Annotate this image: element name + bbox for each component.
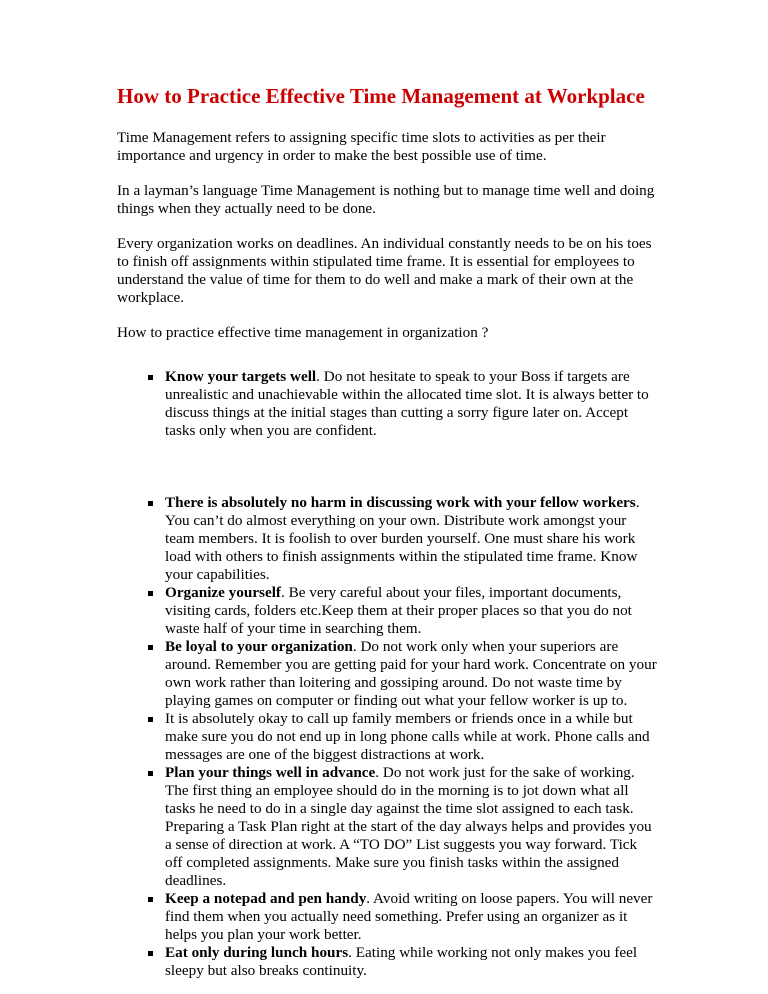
intro-paragraph-definition: Time Management refers to assigning specific time slots to activities as per their importance and urgency in order to make the best possible use of time. <box>117 129 606 164</box>
tip-lead: Eat only during lunch hours <box>165 944 349 961</box>
tip-text: . Do not work only when your superiors are around. Remember you are getting paid for your hard work. Concentrate on your own work rather than loitering and gossiping around. Do not waste time by playing games on computer or finding out what your fellow worker is up to. <box>165 638 657 709</box>
tip-lead: Know your targets well <box>165 368 317 385</box>
tip-text: . Do not hesitate to speak to your Boss if targets are unrealistic and unachievable within the allocated time slot. It is always better to discuss things at the initial stages than cutting a sorry figure later on. Accept tasks only when you are confident. <box>165 368 649 439</box>
tip-text: . Eating while working not only makes you feel sleepy but also breaks continuity. <box>165 944 638 979</box>
bullet-icon <box>148 645 153 650</box>
bullet-icon <box>148 897 153 902</box>
list-item <box>117 494 657 584</box>
tips-list <box>117 368 657 980</box>
page-title: How to Practice Effective Time Management at Workplace <box>117 84 645 108</box>
tip-lead: Keep a notepad and pen handy <box>165 890 367 907</box>
section-question: How to practice effective time management in organization ? <box>117 324 489 341</box>
list-item <box>117 944 657 980</box>
tip-text: . Do not work just for the sake of working. The first thing an employee should do in the morning is to jot down what all tasks he need to do in a single day against the time slot assigned to each task. Preparing a Task Plan right at the start of the day always helps and provides you a sense of direction at work. A “TO DO” List suggests you way forward. Tick off completed assignments. Make sure you finish tasks within the assigned deadlines. <box>165 764 652 889</box>
bullet-icon <box>148 771 153 776</box>
tip-lead: There is absolutely no harm in discussing work with your fellow workers <box>165 494 636 511</box>
tip-text: . Be very careful about your files, important documents, visiting cards, folders etc.Keep them at their proper places so that you do not waste half of your time in searching them. <box>165 584 632 637</box>
tip-text: . Avoid writing on loose papers. You will never find them when you actually need something. Prefer using an organizer as it helps you plan your work better. <box>165 890 653 943</box>
tip-lead: Organize yourself <box>165 584 281 601</box>
tip-text: . You can’t do almost everything on your own. Distribute work amongst your team members. It is foolish to over burden yourself. One must share his work load with others to finish assignments within the stipulated time frame. Know your capabilities. <box>165 494 640 583</box>
list-item <box>117 584 657 638</box>
list-item <box>117 890 657 944</box>
tip-lead: Be loyal to your organization <box>165 638 353 655</box>
list-item <box>117 710 657 764</box>
list-item <box>117 764 657 890</box>
intro-paragraph-deadlines: Every organization works on deadlines. An individual constantly needs to be on his toes to finish off assignments within stipulated time frame. It is essential for employees to understand the value of time for them to do well and make a mark of their own at the workplace. <box>117 235 652 306</box>
list-item <box>117 638 657 710</box>
list-item <box>117 368 657 440</box>
bullet-icon <box>148 951 153 956</box>
bullet-icon <box>148 501 153 506</box>
bullet-icon <box>148 717 153 722</box>
bullet-icon <box>148 375 153 380</box>
intro-paragraph-layman: In a layman’s language Time Management is nothing but to manage time well and doing things when they actually need to be done. <box>117 182 655 217</box>
document-page <box>117 83 657 980</box>
tip-text: It is absolutely okay to call up family members or friends once in a while but make sure you do not end up in long phone calls while at work. Phone calls and messages are one of the biggest distractions at work. <box>165 710 650 763</box>
bullet-icon <box>148 591 153 596</box>
tip-lead: Plan your things well in advance <box>165 764 376 781</box>
